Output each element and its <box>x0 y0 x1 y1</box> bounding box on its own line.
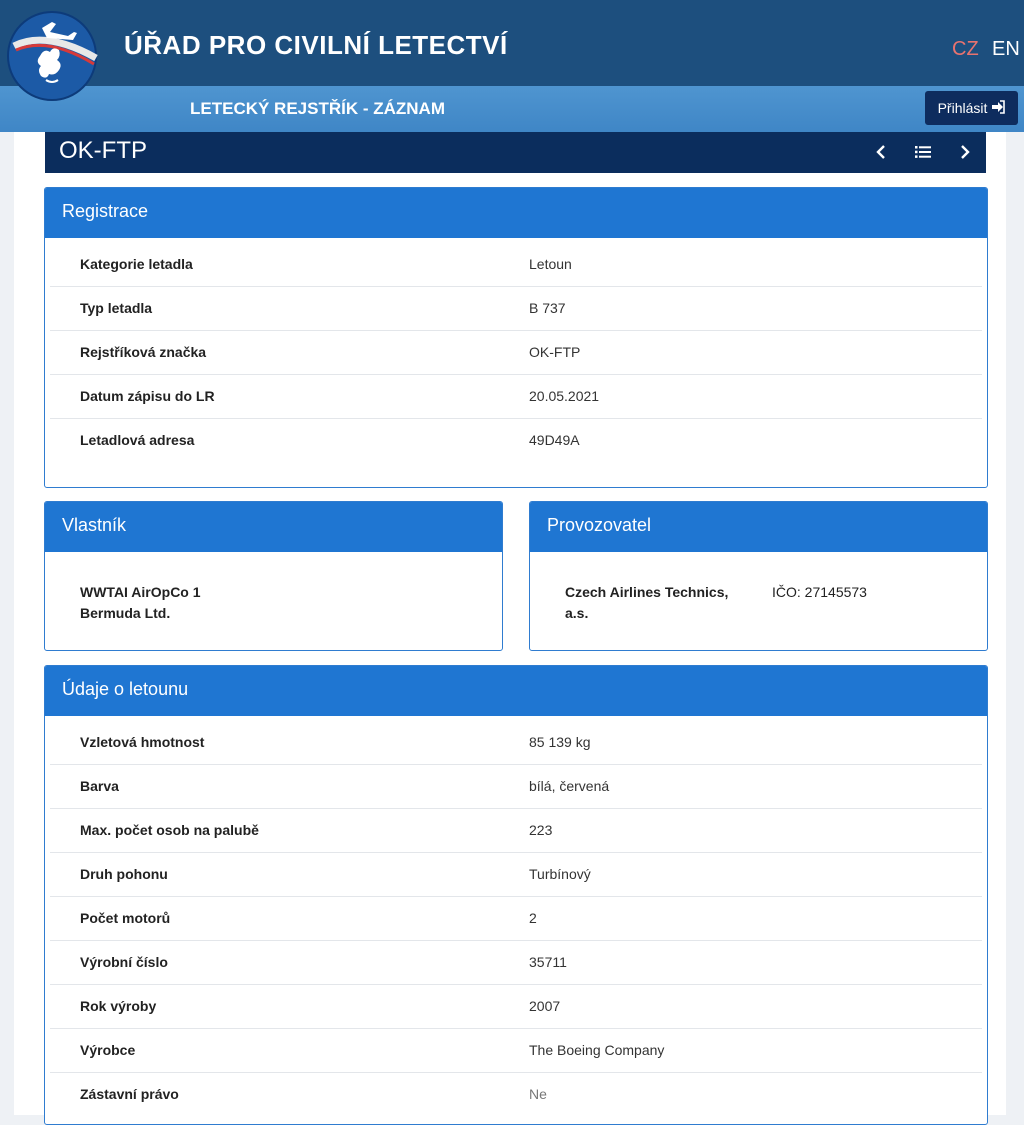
row-value: 2007 <box>529 998 561 1014</box>
row-label: Počet motorů <box>80 910 171 926</box>
panel-registrace <box>44 187 988 488</box>
row-value: 85 139 kg <box>529 734 591 750</box>
login-label: Přihlásit <box>937 100 988 116</box>
row-value: Letoun <box>529 256 572 272</box>
table-row <box>50 985 982 1029</box>
row-label: Typ letadla <box>80 300 153 316</box>
operator-ico: IČO: 27145573 <box>772 584 867 600</box>
chevron-left-icon[interactable] <box>869 140 893 164</box>
section-title: LETECKÝ REJSTŘÍK - ZÁZNAM <box>190 99 445 118</box>
record-bar <box>45 132 986 173</box>
table-row <box>50 897 982 941</box>
table-row <box>50 419 982 462</box>
row-label: Kategorie letadla <box>80 256 193 272</box>
caa-logo-icon[interactable] <box>6 10 98 102</box>
operator-name <box>565 582 745 624</box>
row-value: The Boeing Company <box>529 1042 665 1058</box>
table-row <box>50 941 982 985</box>
table-row <box>50 853 982 897</box>
list-icon[interactable] <box>911 140 935 164</box>
row-label: Druh pohonu <box>80 866 168 882</box>
row-label: Max. počet osob na palubě <box>80 822 259 838</box>
sub-header <box>0 86 1024 132</box>
login-button[interactable] <box>925 91 1018 125</box>
owner-name-line2: Bermuda Ltd. <box>80 605 171 621</box>
panel-udaje-title: Údaje o letounu <box>45 666 987 716</box>
row-label: Výrobce <box>80 1042 136 1058</box>
row-label: Rok výroby <box>80 998 157 1014</box>
record-title: OK-FTP <box>59 137 147 164</box>
row-label: Výrobní číslo <box>80 954 168 970</box>
operator-name-line1: Czech Airlines Technics, <box>565 584 729 600</box>
table-row <box>50 809 982 853</box>
site-title: ÚŘAD PRO CIVILNÍ LETECTVÍ <box>124 30 508 60</box>
row-value: Turbínový <box>529 866 591 882</box>
row-value: 49D49A <box>529 432 580 448</box>
row-value: 223 <box>529 822 553 838</box>
row-label: Zástavní právo <box>80 1086 179 1102</box>
lang-en-link[interactable]: EN <box>992 38 1020 60</box>
row-value: OK-FTP <box>529 344 581 360</box>
table-row <box>50 1029 982 1073</box>
lang-cz-link[interactable]: CZ <box>952 38 979 60</box>
table-row <box>50 375 982 419</box>
panel-provozovatel <box>529 501 988 651</box>
panel-vlastnik <box>44 501 503 651</box>
row-label: Letadlová adresa <box>80 432 195 448</box>
table-row <box>50 1073 982 1116</box>
row-value: 20.05.2021 <box>529 388 600 404</box>
sign-in-icon <box>991 100 1005 117</box>
table-row <box>50 765 982 809</box>
table-row <box>50 243 982 287</box>
row-label: Datum zápisu do LR <box>80 388 215 404</box>
table-row <box>50 331 982 375</box>
row-label: Vzletová hmotnost <box>80 734 205 750</box>
panel-registrace-title: Registrace <box>45 188 987 238</box>
panel-provozovatel-title: Provozovatel <box>530 502 987 552</box>
row-label: Rejstříková značka <box>80 344 207 360</box>
panel-vlastnik-title: Vlastník <box>45 502 502 552</box>
panel-udaje <box>44 665 988 1125</box>
operator-name-line2: a.s. <box>565 605 589 621</box>
row-value: 35711 <box>529 954 567 970</box>
row-value: Ne <box>529 1086 547 1102</box>
row-label: Barva <box>80 778 119 794</box>
row-value: 2 <box>529 910 537 926</box>
table-row <box>50 287 982 331</box>
chevron-right-icon[interactable] <box>953 140 977 164</box>
row-value: B 737 <box>529 300 566 316</box>
owner-name <box>80 582 260 624</box>
owner-name-line1: WWTAI AirOpCo 1 <box>80 584 201 600</box>
row-value: bílá, červená <box>529 778 610 794</box>
table-row <box>50 721 982 765</box>
